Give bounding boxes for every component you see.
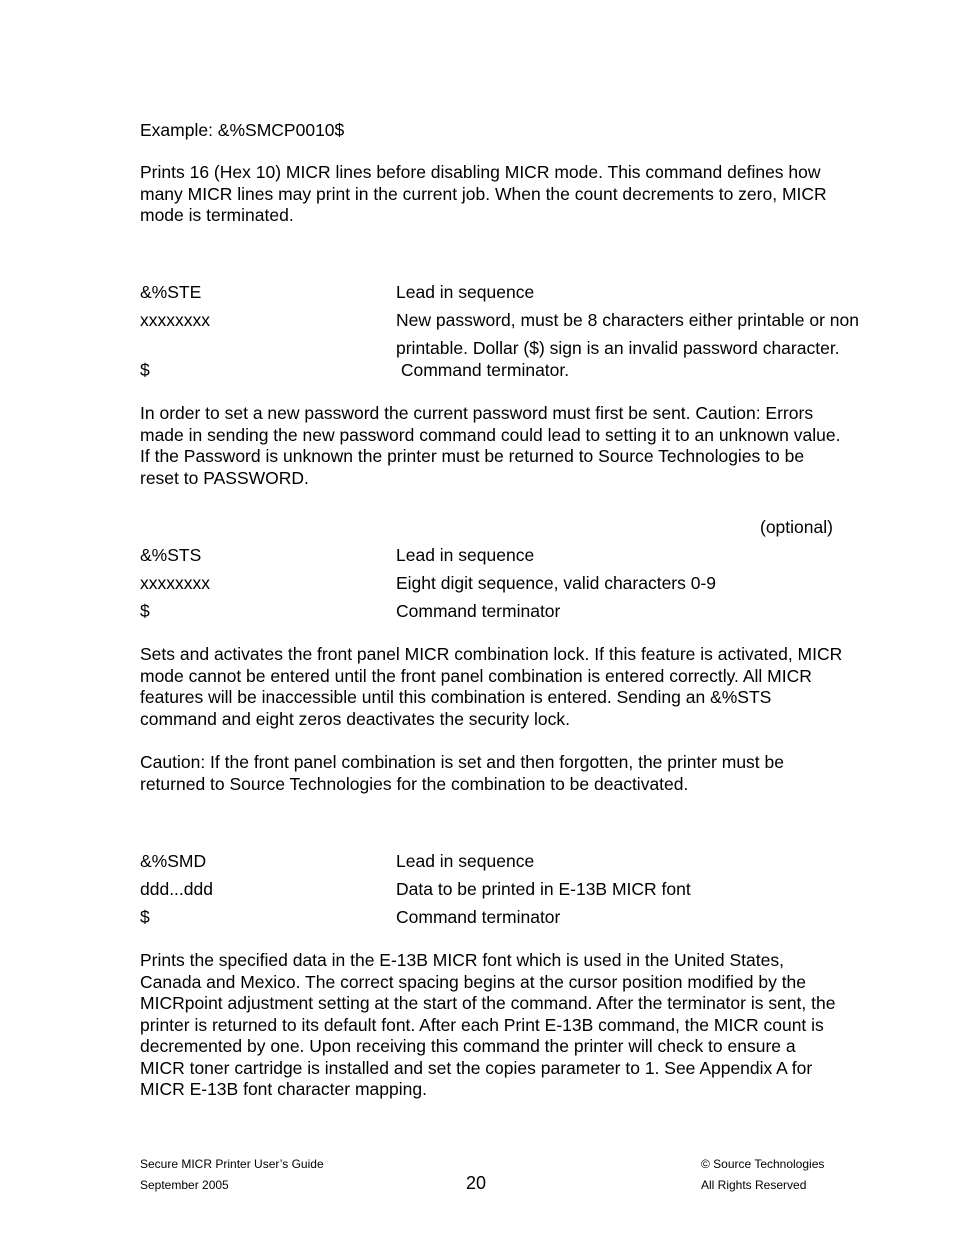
command-code: $ bbox=[140, 907, 150, 927]
footer-rights: All Rights Reserved bbox=[701, 1178, 807, 1192]
paragraph-line: features will be inaccessible until this combination is entered. Sending an &%STS bbox=[140, 687, 772, 707]
optional-label: (optional) bbox=[760, 517, 833, 537]
paragraph-line: made in sending the new password command could lead to setting it to an unknown value. bbox=[140, 424, 841, 445]
paragraph-line: returned to Source Technologies for the combination to be deactivated. bbox=[140, 773, 689, 794]
command-description: New password, must be 8 characters either printable or non bbox=[396, 310, 860, 330]
paragraph-line: Canada and Mexico. The correct spacing begins at the cursor position modified by the bbox=[140, 971, 807, 992]
command-description: Lead in sequence bbox=[396, 282, 535, 302]
paragraph-line: many MICR lines may print in the current job. When the count decrements to zero, MICR bbox=[140, 183, 827, 204]
footer-copyright: © Source Technologies bbox=[701, 1157, 825, 1171]
paragraph-line: MICR toner cartridge is installed and set the copies parameter to 1. See Appendix A for bbox=[140, 1057, 813, 1078]
paragraph-line: Sets and activates the front panel MICR combination lock. If this feature is activated, MICR bbox=[140, 644, 843, 664]
password-paragraph bbox=[140, 403, 840, 489]
paragraph-line: If the Password is unknown the printer must be returned to Source Technologies to be bbox=[140, 446, 805, 466]
paragraph-line: In order to set a new password the current password must first be sent. Caution: Errors bbox=[140, 403, 814, 423]
paragraph-line: printer is returned to its default font. After each Print E-13B command, the MICR count is bbox=[140, 1014, 824, 1035]
command-description-continued: printable. Dollar ($) sign is an invalid password character. bbox=[396, 338, 840, 358]
paragraph-line: Caution: If the front panel combination is set and then forgotten, the printer must be bbox=[140, 752, 784, 772]
command-description: Data to be printed in E-13B MICR font bbox=[396, 879, 691, 899]
paragraph-line: Prints 16 (Hex 10) MICR lines before disabling MICR mode. This command defines how bbox=[140, 162, 821, 182]
command-code: $ bbox=[140, 601, 150, 621]
example-line: Example: &%SMCP0010$ bbox=[140, 120, 345, 140]
paragraph-line: reset to PASSWORD. bbox=[140, 467, 309, 488]
command-code: xxxxxxxx bbox=[140, 573, 210, 593]
command-code: ddd...ddd bbox=[140, 879, 213, 899]
footer-guide-title: Secure MICR Printer User’s Guide bbox=[140, 1157, 324, 1171]
command-description: Command terminator. bbox=[396, 360, 570, 380]
micr-data-paragraph bbox=[140, 950, 835, 1101]
command-description: Lead in sequence bbox=[396, 851, 535, 871]
command-code: xxxxxxxx bbox=[140, 310, 210, 330]
paragraph-line: Prints the specified data in the E-13B MICR font which is used in the United States, bbox=[140, 950, 784, 970]
paragraph-line: MICRpoint adjustment setting at the start of the command. After the terminator is sent, the bbox=[140, 993, 836, 1013]
paragraph-line: mode cannot be entered until the front panel combination is entered correctly. All MICR bbox=[140, 665, 812, 686]
micr-count-paragraph bbox=[140, 162, 827, 227]
paragraph-line: MICR E-13B font character mapping. bbox=[140, 1079, 427, 1099]
paragraph-line: mode is terminated. bbox=[140, 205, 294, 225]
paragraph-line: command and eight zeros deactivates the security lock. bbox=[140, 708, 570, 729]
paragraph-line: decremented by one. Upon receiving this command the printer will check to ensure a bbox=[140, 1036, 796, 1056]
command-description: Lead in sequence bbox=[396, 545, 535, 565]
command-code: &%STE bbox=[140, 282, 202, 302]
command-description: Command terminator bbox=[396, 907, 561, 927]
command-description: Eight digit sequence, valid characters 0-9 bbox=[396, 573, 717, 593]
command-code: $ bbox=[140, 360, 150, 380]
page-number: 20 bbox=[466, 1173, 487, 1193]
command-code: &%SMD bbox=[140, 851, 207, 871]
combination-paragraph bbox=[140, 644, 842, 730]
caution-paragraph bbox=[140, 752, 784, 795]
command-description: Command terminator bbox=[396, 601, 561, 621]
footer-date: September 2005 bbox=[140, 1178, 229, 1192]
command-code: &%STS bbox=[140, 545, 202, 565]
